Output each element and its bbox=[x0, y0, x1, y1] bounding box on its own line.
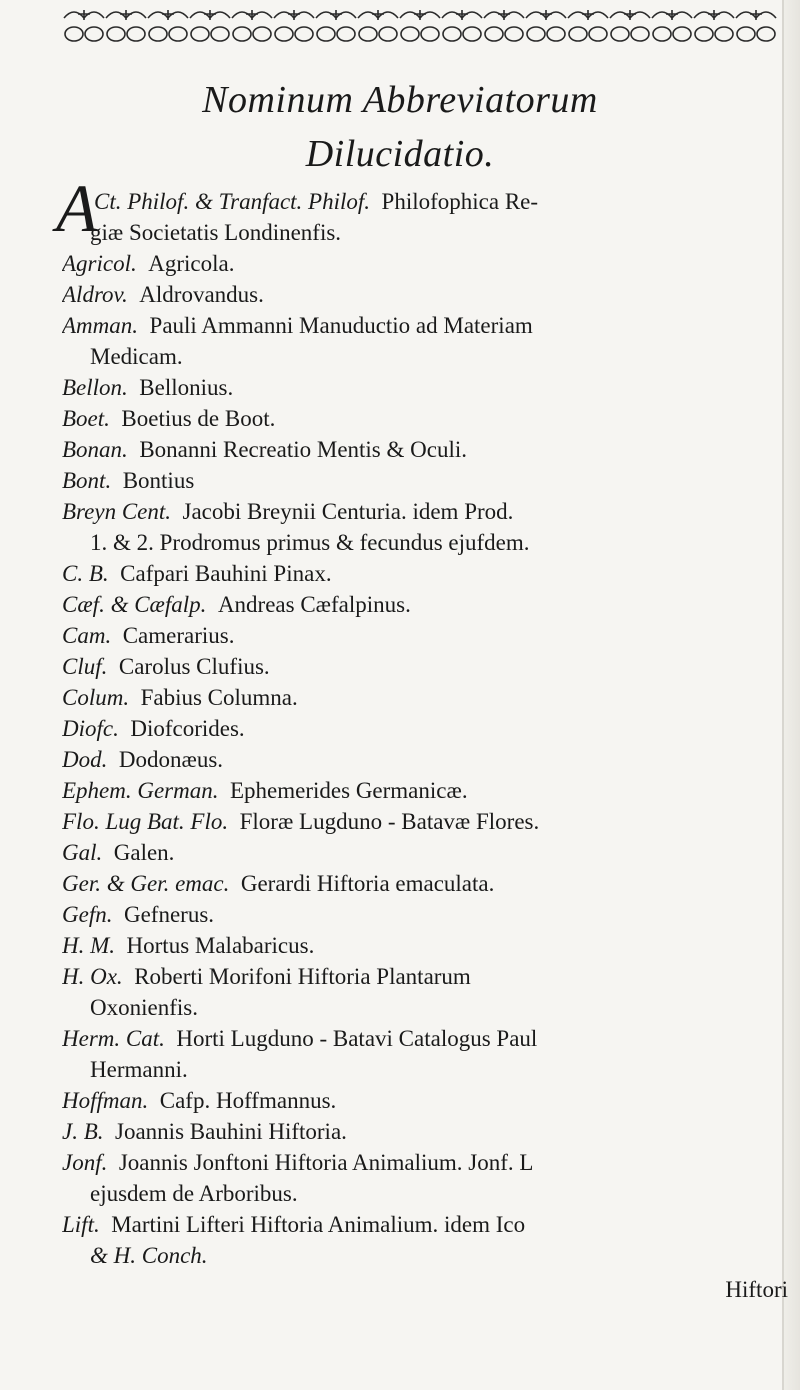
expansion: Horti Lugduno - Batavi Catalogus Paul bbox=[176, 1026, 538, 1051]
expansion: giæ Societatis Londinenfis. bbox=[90, 220, 342, 245]
abbreviation: Bonan. bbox=[62, 437, 128, 462]
list-item bbox=[62, 434, 792, 465]
expansion: Bontius bbox=[122, 468, 195, 493]
list-item bbox=[62, 682, 792, 713]
list-item bbox=[62, 186, 792, 217]
expansion: Joannis Jonftoni Hiftoria Animalium. Jonf. L bbox=[118, 1150, 534, 1175]
list-item bbox=[62, 806, 792, 837]
expansion: Galen. bbox=[113, 840, 175, 865]
expansion: Hortus Malabaricus. bbox=[126, 933, 315, 958]
abbreviation: Ct. Philof. & Tranfact. Philof. bbox=[94, 189, 371, 214]
abbreviation: Dod. bbox=[62, 747, 108, 772]
list-item bbox=[62, 744, 792, 775]
abbreviation: Bellon. bbox=[62, 375, 128, 400]
list-item bbox=[62, 527, 792, 558]
expansion: Agricola. bbox=[148, 251, 235, 276]
heading-line-1: Nominum Abbreviatorum bbox=[202, 79, 598, 121]
heading-line-2: Dilucidatio. bbox=[305, 133, 495, 175]
expansion: Cafpari Bauhini Pinax. bbox=[120, 561, 332, 586]
abbreviation: Cæf. & Cæfalp. bbox=[62, 592, 207, 617]
list-item bbox=[62, 713, 792, 744]
list-item bbox=[62, 372, 792, 403]
expansion: Philofophica Re- bbox=[381, 189, 539, 214]
abbreviation: Jonf. bbox=[62, 1150, 108, 1175]
abbreviation: Aldrov. bbox=[62, 282, 128, 307]
abbreviation: Cam. bbox=[62, 623, 112, 648]
decorative-header-border bbox=[60, 4, 780, 46]
list-item bbox=[62, 899, 792, 930]
list-item bbox=[62, 868, 792, 899]
expansion: Roberti Morifoni Hiftoria Plantarum bbox=[134, 964, 471, 989]
expansion: Oxonienfis. bbox=[90, 995, 198, 1020]
list-item bbox=[62, 1147, 792, 1178]
list-item bbox=[62, 651, 792, 682]
abbreviation: Gal. bbox=[62, 840, 103, 865]
abbreviation: Bont. bbox=[62, 468, 112, 493]
drop-cap: A bbox=[56, 170, 98, 246]
abbreviation-list bbox=[62, 186, 792, 1271]
expansion: Carolus Clufius. bbox=[118, 654, 270, 679]
list-item bbox=[62, 1054, 792, 1085]
expansion: Bonanni Recreatio Mentis & Oculi. bbox=[139, 437, 467, 462]
expansion: Boetius de Boot. bbox=[121, 406, 276, 431]
abbreviation: Diofc. bbox=[62, 716, 119, 741]
expansion: Medicam. bbox=[90, 344, 183, 369]
expansion: Dodonæus. bbox=[118, 747, 224, 772]
expansion: & H. Conch. bbox=[90, 1243, 208, 1268]
list-item bbox=[62, 1209, 792, 1240]
abbreviation: Herm. Cat. bbox=[62, 1026, 165, 1051]
ornament-border-icon bbox=[60, 4, 780, 46]
list-item bbox=[62, 465, 792, 496]
abbreviation: Boet. bbox=[62, 406, 110, 431]
abbreviation: C. B. bbox=[62, 561, 109, 586]
expansion: Gerardi Hiftoria emaculata. bbox=[240, 871, 495, 896]
list-item bbox=[62, 403, 792, 434]
expansion: Gefnerus. bbox=[123, 902, 215, 927]
list-item bbox=[62, 1240, 792, 1271]
list-item bbox=[62, 1023, 792, 1054]
catchword: Hiftori bbox=[725, 1277, 788, 1302]
list-item bbox=[62, 930, 792, 961]
expansion: Aldrovandus. bbox=[139, 282, 264, 307]
list-item bbox=[62, 1085, 792, 1116]
abbreviation: Ger. & Ger. emac. bbox=[62, 871, 230, 896]
expansion: Cafp. Hoffmannus. bbox=[159, 1088, 337, 1113]
expansion: Diofcorides. bbox=[130, 716, 245, 741]
list-item bbox=[62, 620, 792, 651]
abbreviation: H. M. bbox=[62, 933, 116, 958]
expansion: Camerarius. bbox=[122, 623, 235, 648]
list-item bbox=[62, 310, 792, 341]
expansion: Pauli Ammanni Manuductio ad Materiam bbox=[149, 313, 533, 338]
expansion: 1. & 2. Prodromus primus & fecundus ejufdem. bbox=[90, 530, 530, 555]
list-item bbox=[62, 1178, 792, 1209]
expansion: Ephemerides Germanicæ. bbox=[230, 778, 468, 803]
expansion: Bellonius. bbox=[139, 375, 234, 400]
list-item bbox=[62, 248, 792, 279]
expansion: Andreas Cæfalpinus. bbox=[217, 592, 411, 617]
abbreviation: H. Ox. bbox=[62, 964, 123, 989]
expansion: Fabius Columna. bbox=[140, 685, 298, 710]
expansion: Hermanni. bbox=[90, 1057, 188, 1082]
abbreviation: Breyn Cent. bbox=[62, 499, 172, 524]
expansion: Floræ Lugduno - Batavæ Flores. bbox=[239, 809, 540, 834]
expansion: ejusdem de Arboribus. bbox=[90, 1181, 298, 1206]
list-item bbox=[62, 589, 792, 620]
abbreviation: Flo. Lug Bat. Flo. bbox=[62, 809, 229, 834]
list-item bbox=[62, 961, 792, 992]
abbreviation: Hoffman. bbox=[62, 1088, 149, 1113]
list-item bbox=[62, 341, 792, 372]
abbreviation: Colum. bbox=[62, 685, 130, 710]
expansion: Martini Lifteri Hiftoria Animalium. idem Ico bbox=[111, 1212, 526, 1237]
list-item bbox=[62, 1116, 792, 1147]
list-item bbox=[62, 775, 792, 806]
expansion: Jacobi Breynii Centuria. idem Prod. bbox=[182, 499, 514, 524]
abbreviation: Lift. bbox=[62, 1212, 100, 1237]
list-item bbox=[62, 217, 792, 248]
abbreviation: J. B. bbox=[62, 1119, 104, 1144]
list-item bbox=[62, 279, 792, 310]
list-item bbox=[62, 837, 792, 868]
abbreviation: Amman. bbox=[62, 313, 139, 338]
list-item bbox=[62, 992, 792, 1023]
abbreviation: Ephem. German. bbox=[62, 778, 219, 803]
abbreviation: Agricol. bbox=[62, 251, 137, 276]
list-item bbox=[62, 558, 792, 589]
expansion: Joannis Bauhini Hiftoria. bbox=[115, 1119, 347, 1144]
list-item bbox=[62, 496, 792, 527]
abbreviation: Cluf. bbox=[62, 654, 108, 679]
abbreviation: Gefn. bbox=[62, 902, 113, 927]
